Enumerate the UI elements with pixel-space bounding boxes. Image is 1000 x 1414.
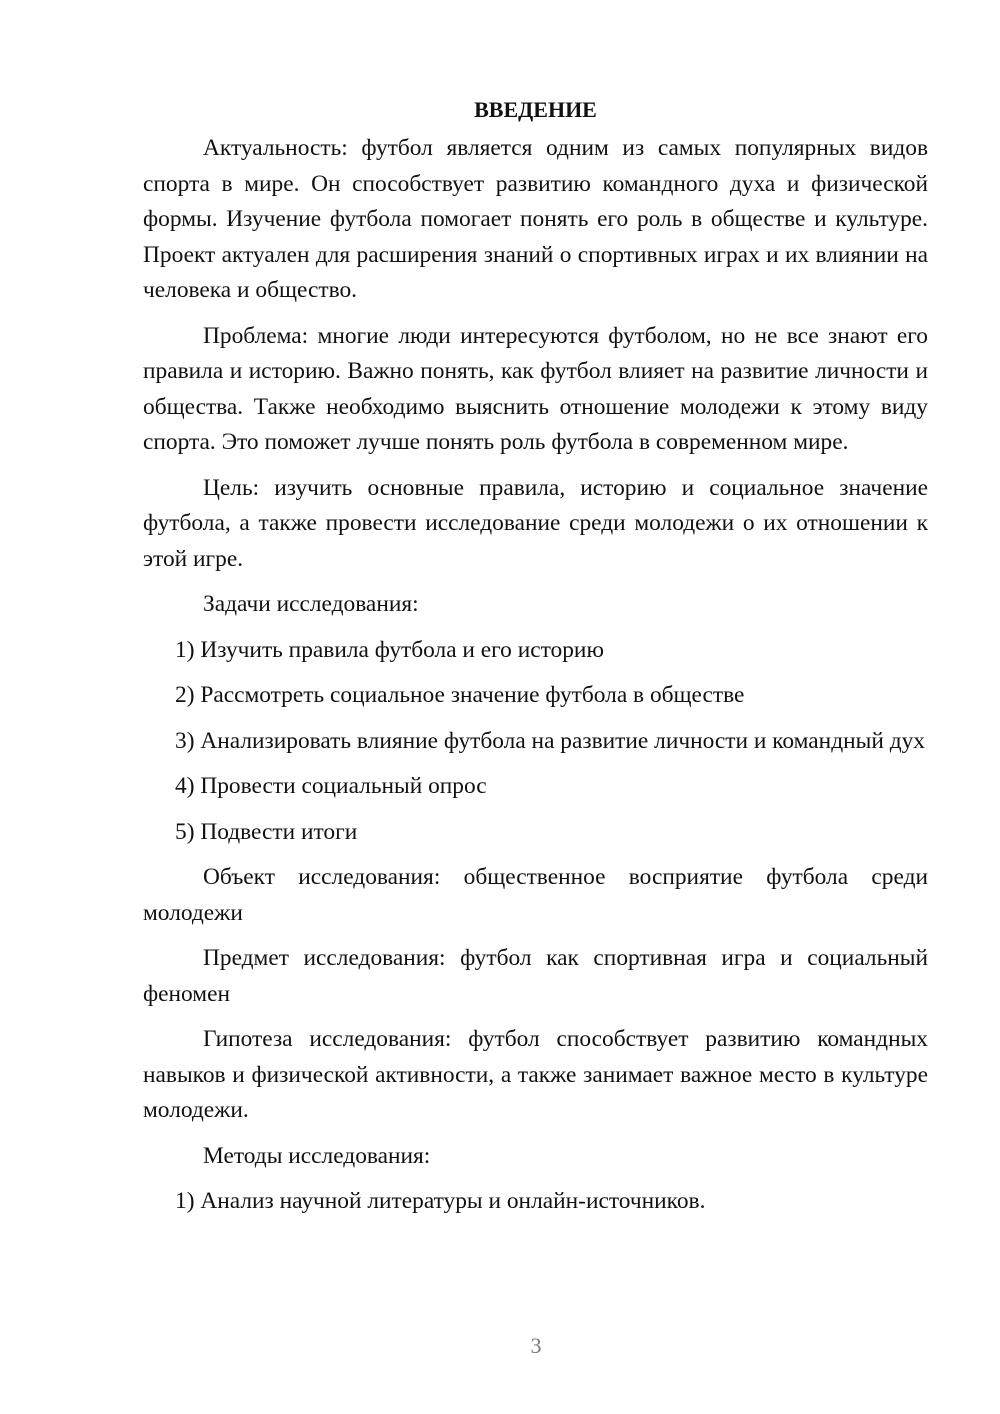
section-title: ВВЕДЕНИЕ [474, 97, 597, 122]
relevance-paragraph: Актуальность: футбол является одним из самых популярных видов спорта в мире. Он способствует развитию командного духа и физической формы. Изучение футбола помогает понять его роль в обществе и культуре. Проект актуален для расширения знаний о спортивных играх и их влиянии на человека и общество. [143, 135, 928, 303]
goal-paragraph: Цель: изучить основные правила, историю и социальное значение футбола, а также провести исследование среди молодежи о их отношении к этой игре. [143, 474, 928, 572]
subject-paragraph: Предмет исследования: футбол как спортивная игра и социальный феномен [143, 945, 928, 1007]
tasks-heading: Задачи исследования: [203, 591, 419, 617]
methods-heading: Методы исследования: [203, 1142, 431, 1169]
task-item-1: 1) Изучить правила футбола и его историю [175, 636, 604, 663]
task-item-2: 2) Рассмотреть социальное значение футбола в обществе [175, 682, 745, 708]
object-paragraph: Объект исследования: общественное восприятие футбола среди молодежи [143, 864, 928, 926]
page-number: 3 [530, 1333, 542, 1358]
method-item-1: 1) Анализ научной литературы и онлайн-источников. [175, 1188, 706, 1214]
page-content [143, 92, 928, 1230]
hypothesis-paragraph: Гипотеза исследования: футбол способствует развитию командных навыков и физической активности, а также занимает важное место в культуре молодежи. [143, 1026, 928, 1123]
task-item-4: 4) Провести социальный опрос [175, 773, 487, 799]
task-item-5: 5) Подвести итоги [175, 818, 358, 845]
problem-paragraph: Проблема: многие люди интересуются футболом, но не все знают его правила и историю. Важно понять, как футбол влияет на развитие личности и общества. Также необходимо выяснить отношение молодежи к этому виду спорта. Это поможет лучше понять роль футбола в современном мире. [143, 322, 928, 455]
task-item-3: 3) Анализировать влияние футбола на развитие личности и командный дух [175, 727, 925, 754]
